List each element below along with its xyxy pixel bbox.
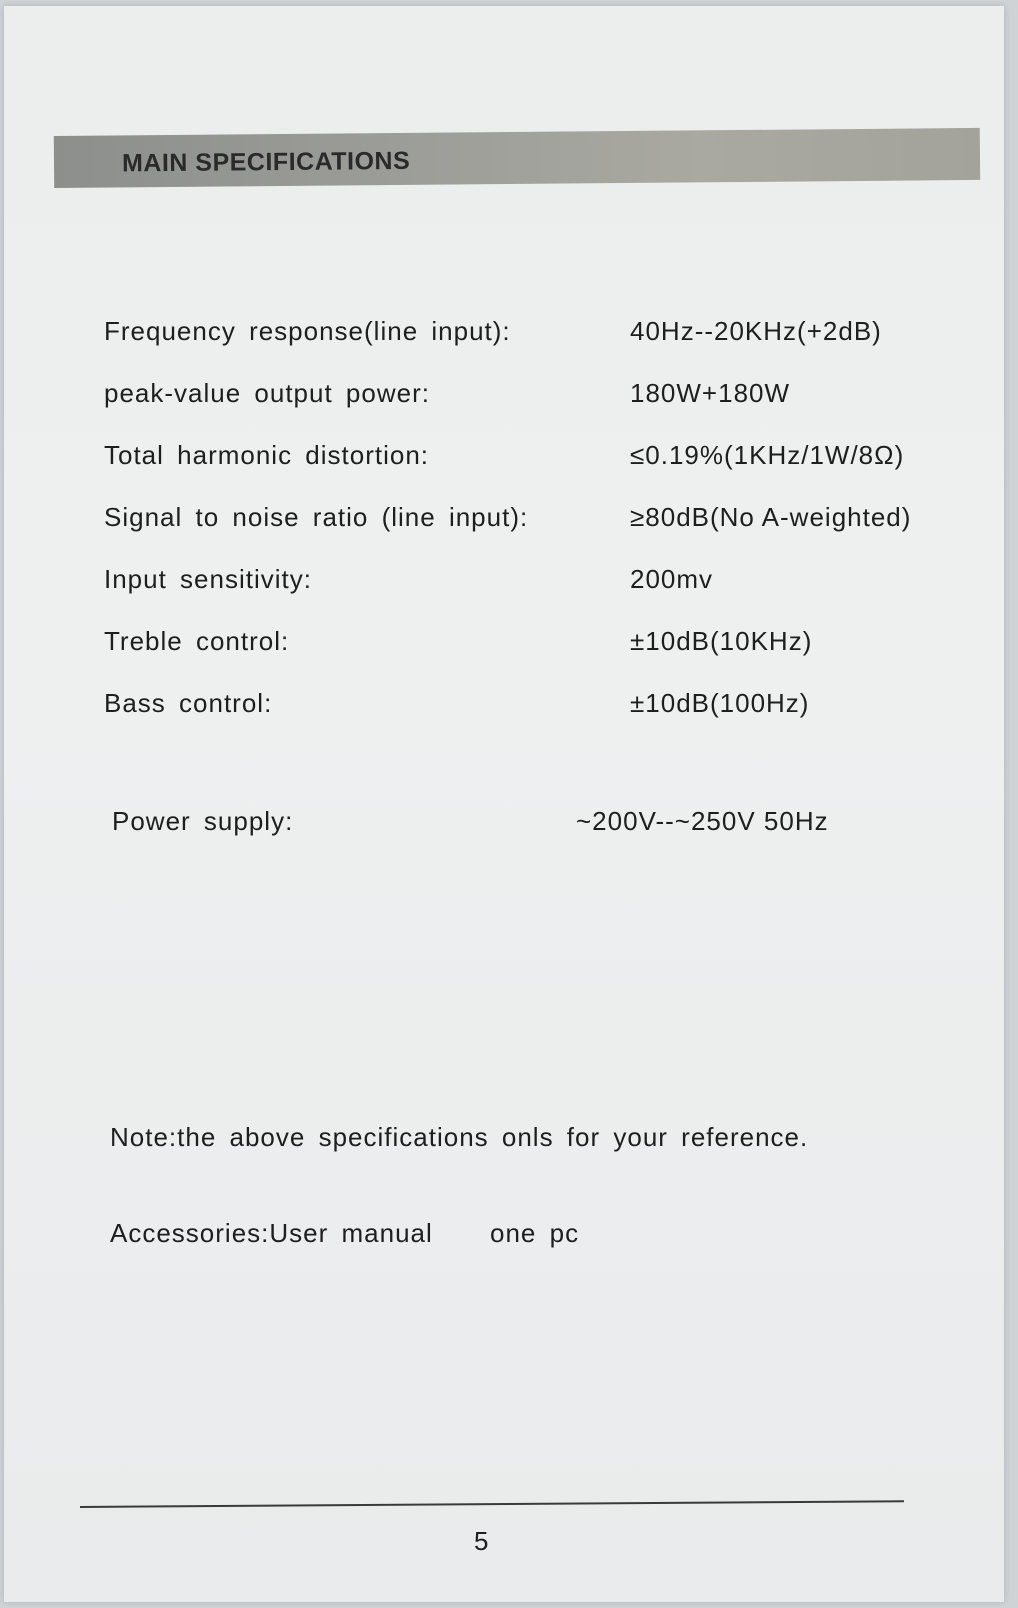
- footer-divider: [80, 1500, 904, 1508]
- spec-value: ±10dB(100Hz): [630, 688, 810, 718]
- spec-value: 40Hz--20KHz(+2dB): [630, 316, 882, 346]
- spec-label: Bass control:: [104, 688, 273, 718]
- spec-label: peak-value output power:: [104, 378, 430, 408]
- spec-row-bass-control: [4, 688, 1004, 728]
- spec-label: Frequency response(line input):: [104, 316, 511, 346]
- spec-row-total-harmonic-distortion: [4, 440, 1004, 480]
- spec-value: 180W+180W: [630, 378, 791, 408]
- spec-row-treble-control: [4, 626, 1004, 666]
- section-header-bar: [54, 128, 980, 188]
- specifications-note: Note:the above specifications onls for your reference.: [110, 1122, 809, 1152]
- page-number: 5: [474, 1526, 489, 1556]
- spec-label: Total harmonic distortion:: [104, 440, 430, 470]
- accessories-label: Accessories:User manual: [110, 1218, 433, 1248]
- spec-row-power-supply: [4, 806, 1004, 846]
- spec-row-frequency-response: [4, 316, 1004, 356]
- section-title: MAIN SPECIFICATIONS: [121, 146, 411, 178]
- power-supply-label: Power supply:: [112, 806, 294, 836]
- accessories-quantity: one pc: [490, 1218, 580, 1248]
- spec-row-input-sensitivity: [4, 564, 1004, 604]
- spec-label: Signal to noise ratio (line input):: [104, 502, 529, 532]
- spec-value: 200mv: [630, 564, 714, 594]
- spec-row-peak-output-power: [4, 378, 1004, 418]
- spec-row-signal-to-noise: [4, 502, 1004, 542]
- power-supply-value: ~200V--~250V 50Hz: [576, 806, 829, 836]
- spec-label: Treble control:: [104, 626, 290, 656]
- spec-value: ±10dB(10KHz): [630, 626, 813, 656]
- spec-value: ≥80dB(No A-weighted): [630, 502, 912, 532]
- spec-label: Input sensitivity:: [104, 564, 312, 594]
- manual-page: [4, 6, 1004, 1602]
- spec-value: ≤0.19%(1KHz/1W/8Ω): [630, 440, 905, 470]
